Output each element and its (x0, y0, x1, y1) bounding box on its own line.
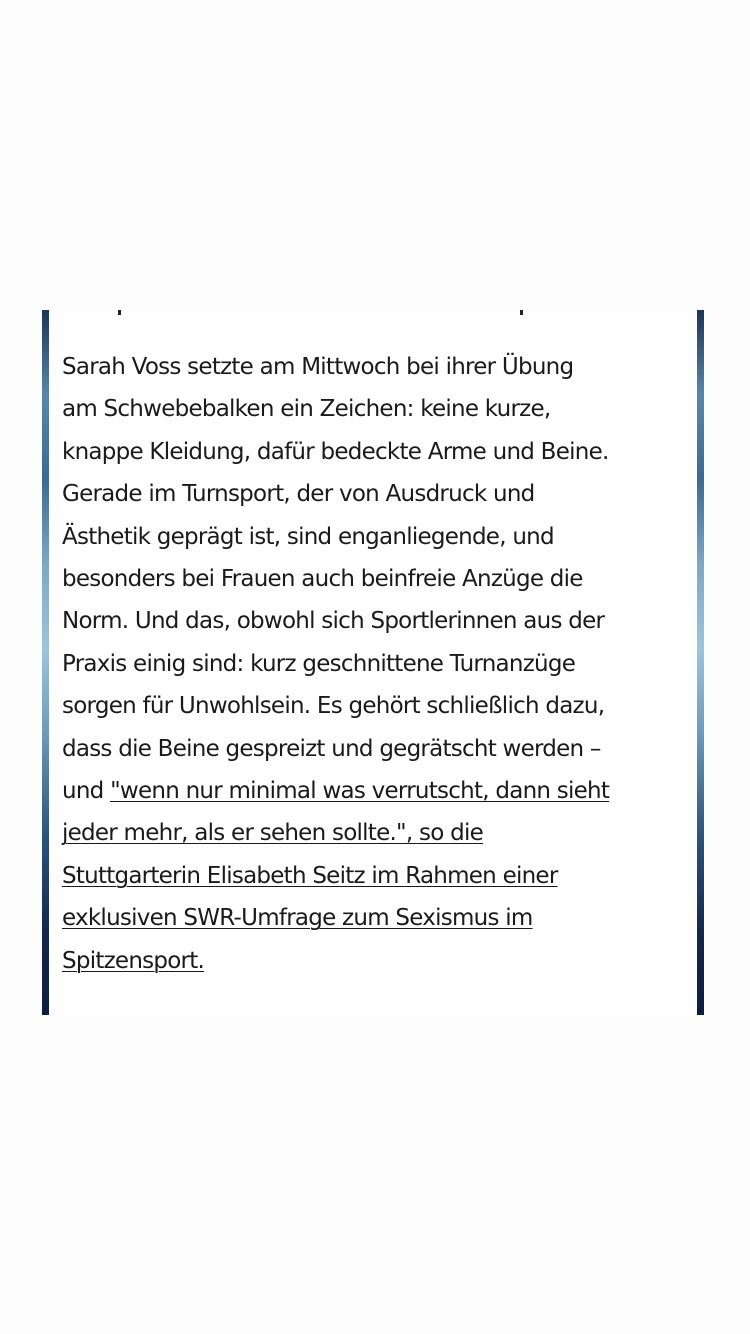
article-line: Gerade im Turnsport, der von Ausdruck und (62, 481, 535, 508)
article-line-lead-in: und (62, 778, 111, 805)
clipped-glyph (520, 310, 523, 315)
quote-link[interactable] (62, 778, 609, 974)
link-line[interactable]: Spitzensport. (62, 947, 205, 974)
article-line: besonders bei Frauen auch beinfreie Anzüge die (62, 566, 583, 593)
link-line[interactable]: Stuttgarterin Elisabeth Seitz im Rahmen einer (62, 862, 558, 889)
link-line[interactable]: jeder mehr, als er sehen sollte.", so die (62, 820, 483, 847)
link-line[interactable]: "wenn nur minimal was verrutscht, dann sieht (110, 778, 610, 805)
article-line: dass die Beine gespreizt und gegrätscht werden – (62, 735, 601, 762)
article-line: knappe Kleidung, dafür bedeckte Arme und Beine. (62, 438, 609, 465)
article-line: Ästhetik geprägt ist, sind enganliegende, und (62, 523, 554, 550)
article-card (42, 310, 704, 1015)
article-line: Sarah Voss setzte am Mittwoch bei ihrer Übung (62, 354, 574, 380)
article-paragraph (62, 346, 692, 982)
left-frame-edge (42, 310, 49, 1015)
link-line[interactable]: exklusiven SWR-Umfrage zum Sexismus im (62, 905, 533, 932)
article-line: Praxis einig sind: kurz geschnittene Turnanzüge (62, 650, 576, 677)
clipped-previous-line (62, 310, 684, 316)
clipped-glyph (118, 310, 121, 315)
article-line: sorgen für Unwohlsein. Es gehört schließlich dazu, (62, 693, 605, 720)
article-line: am Schwebebalken ein Zeichen: keine kurze, (62, 396, 551, 423)
article-line: Norm. Und das, obwohl sich Sportlerinnen aus der (62, 608, 605, 635)
right-frame-edge (697, 310, 704, 1015)
